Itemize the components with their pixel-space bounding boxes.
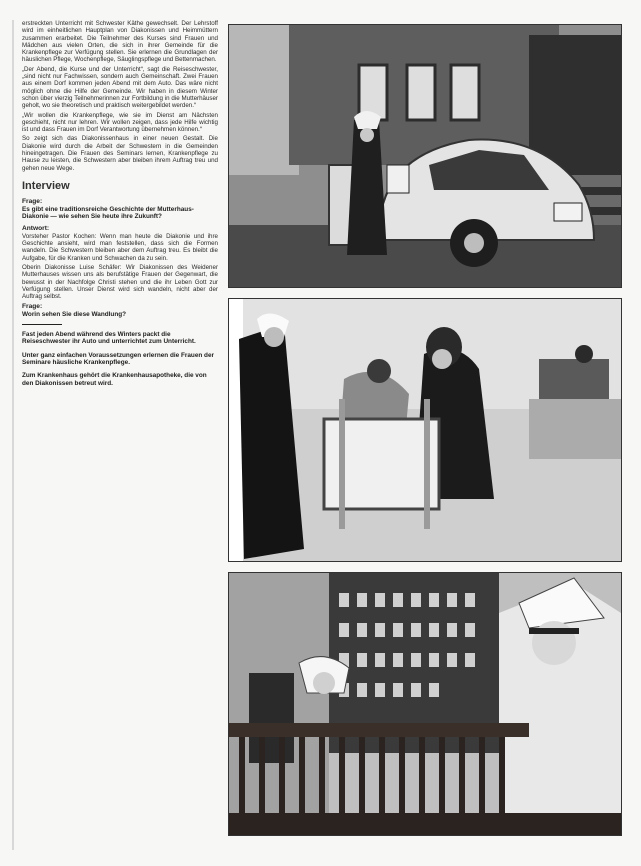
photo-caption: Zum Krankenhaus gehört die Krankenhausapotheke, die von den Diakonissen betreut wird. <box>22 372 207 387</box>
teaching-illustration <box>229 299 621 561</box>
answer-paragraph: Vorsteher Pastor Kochen: Wenn man heute die Diakonie und ihre Geschichte ansieht, wird man feststellen, dass sich die Formen wandeln. Die Schwestern bleiben aber dem Auftrag treu. Es bleibt die Aufgabe, für die Kranken und Schwachen da zu sein. <box>22 232 218 262</box>
question-text: Es gibt eine traditionsreiche Geschichte der Mutterhaus-Diakonie — wie sehen Sie heute ihre Zukunft? <box>22 205 194 221</box>
body-paragraph: erstreckten Unterricht mit Schwester Käthe gewechselt. Der Lehrstoff wird im einheitlichen Hauptplan von Diakonissen und Heimmüttern zusammen erarbeitet. Die Teilnehmer des Kurses sind Frauen und Mädchen aus vielen Orten, die sich in ihrer Gemeinde für die Krankenpflege zur Verfügung stellen. Sie erlernen die Grundlagen der häuslichen Pflege, Wochenpflege, Säuglingspflege und Bettenmachen. <box>22 20 218 64</box>
photo-teaching-bed-making <box>228 298 622 562</box>
photo-caption: Unter ganz einfachen Voraussetzungen erlernen die Frauen der Seminare häusliche Krankenpflege. <box>22 351 214 367</box>
photo-caption: Fast jeden Abend während des Winters packt die Reiseschwester ihr Auto und unterrichtet zum Unterricht. <box>22 330 196 346</box>
question-label: Frage: <box>22 303 43 311</box>
nun-car-illustration <box>229 25 621 287</box>
answer-paragraph: Oberin Diakonisse Luise Schäfer: Wir Diakonissen des Weidener Mutterhauses wissen uns als berufstätige Frauen der Gegenwart, die bewusst in der Nachfolge Christi stehen und die ihr Leben Gott zur Verfügung stellen. Unser Dienst wird sich wandeln, nicht aber der Auftrag selbst. <box>22 263 218 301</box>
body-paragraph: So zeigt sich das Diakonissenhaus in einer neuen Gestalt. Die Diakonie wird durch die Arbeit der Schwestern in die Gemeinden hineingetragen. Die Frauen des Seminars lernen, Krankenpflege zu Hause zu leisten, die Schwestern aber bleiben ihrem Auftrag treu und gehen neue Wege. <box>22 135 218 172</box>
caption-divider <box>22 324 62 325</box>
body-paragraph: „Der Abend, die Kurse und der Unterricht“, sagt die Reiseschwester, „sind nicht nur Fachwissen, sondern auch Gemeinschaft. Zwei Frauen aus einem Dorf kommen jeden Abend mit dem Auto. Das wäre nicht möglich ohne die Hilfe der Gemeinde. Wir haben in diesem Winter schon über vierzig Teilnehmerinnen zur Fortbildung in die Mutterhäuser geholt, wo sie theoretisch und praktisch weitergebildet werden.“ <box>22 65 218 110</box>
interview-heading: Interview <box>22 179 70 192</box>
question-label: Frage: <box>22 197 43 205</box>
photo-pharmacy-nurses <box>228 572 622 836</box>
pharmacy-illustration <box>229 573 621 835</box>
question-text: Worin sehen Sie diese Wandlung? <box>22 311 127 319</box>
photo-nun-with-car <box>228 24 622 288</box>
answer-label: Antwort: <box>22 224 50 232</box>
body-paragraph: „Wir wollen die Krankenpflege, wie sie im Dienst am Nächsten geschieht, nicht nur lehren. Wir wollen zeigen, dass jede Hilfe wichtig ist und dass Frauen im Dorf Verantwortung übernehmen können.“ <box>22 111 218 134</box>
text-column <box>22 20 218 850</box>
binding-gutter <box>12 20 14 850</box>
